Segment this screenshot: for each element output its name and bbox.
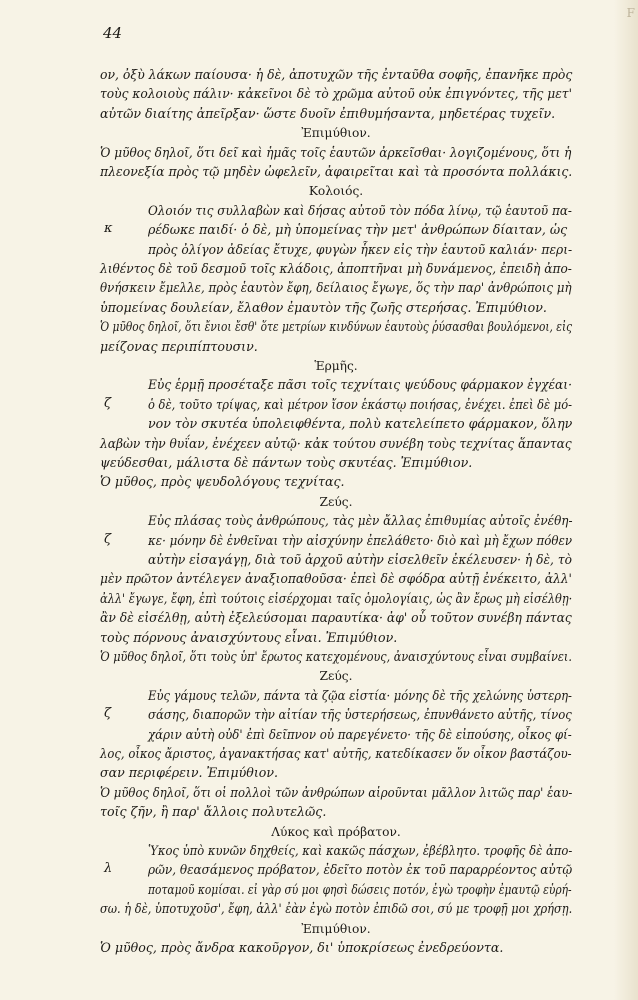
margin-letter: λ — [104, 861, 113, 877]
fable-heading: Ζεύς. — [319, 494, 353, 509]
margin-letter: ζ — [104, 706, 112, 722]
text-line: σω. ἡ δὲ, ὑποτυχοῦσ', ἔφη, ἀλλ' ἐὰν ἐγὼ ποτὸν ἐπιδῶ σοι, σύ με τροφῇ μοι χρήσῃ. — [100, 901, 573, 917]
text-line: ἀλλ' ἔγωγε, ἔφη, ἐπὶ τούτοις εἰσέρχομαι ταῖς ὁμολογίαις, ὡς ἂν ἔρως μὴ εἰσέλθῃ· — [100, 590, 573, 606]
text-line: λος, οἶκος ἄριστος, ἀγανακτήσας κατ' αὐτῆς, κατεδίκασεν ὅν οἶκον βαστάζου- — [100, 746, 572, 761]
margin-letter: ζ — [104, 395, 112, 411]
fable-heading: Ἐπιμύθιον. — [301, 126, 371, 141]
text-line: Εὐς ἑρμῇ προσέταξε πᾶσι τοῖς τεχνίταις ψεύδους φάρμακον ἐγχέαι· — [148, 377, 572, 393]
text-line: λιθέντος δὲ τοῦ δεσμοῦ τοῖς κλάδοις, ἀποπτῆναι μὴ δυνάμενος, ἐπειδὴ ἀπο- — [100, 261, 572, 276]
text-line: Ὁ μῦθος, πρὸς ἄνδρα κακοῦργον, δι' ὑποκρίσεως ἐνεδρεύοντα. — [100, 940, 504, 955]
text-line: λαβὼν τὴν θυΐαν, ἐνέχεεν αὐτῷ· κἀκ τούτου συνέβη τοὺς τεχνίτας ἅπαντας — [100, 435, 572, 451]
text-line: Εὐς πλάσας τοὺς ἀνθρώπους, τὰς μὲν ἄλλας ἐπιθυμίας αὐτοῖς ἐνέθη- — [148, 513, 573, 529]
text-line: αὐτὴν εἰσαγάγῃ, διὰ τοῦ ἀρχοῦ αὐτὴν εἰσελθεῖν ἐκέλευσεν· ἡ δὲ, τὸ — [148, 552, 572, 567]
text-line: ἂν δὲ εἰσέλθῃ, αὐτὴ ἐξελεύσομαι παραυτίκα· ἀφ' οὗ τοῦτον συνέβη πάντας — [100, 610, 572, 626]
text-line: σαν περιφέρειν. Ἐπιμύθιον. — [100, 765, 279, 781]
text-line: ὁ δὲ, τοῦτο τρίψας, καὶ μέτρον ἴσον ἑκάστῳ ποιήσας, ἐνέχει. ἐπεὶ δὲ μό- — [148, 396, 573, 412]
text-line: τοῖς ζῆν, ἢ παρ' ἄλλοις πολυτελῶς. — [100, 804, 327, 820]
text-line: Ὑκος ὑπὸ κυνῶν δηχθείς, καὶ κακῶς πάσχων, ἐβέβλητο. τροφῆς δὲ ἀπο- — [148, 843, 573, 858]
text-line: Εὐς γάμους τελῶν, πάντα τὰ ζῷα εἱστία· μόνης δὲ τῆς χελώνης ὑστερη- — [148, 687, 572, 703]
fable-heading: Ζεύς. — [319, 669, 353, 684]
text-line: Ὁ μῦθος δηλοῖ, ὅτι οἱ πολλοὶ τῶν ἀνθρώπων αἱροῦνται μᾶλλον λιτῶς παρ' ἑαυ- — [100, 784, 573, 800]
text-line: μείζονας περιπίπτουσιν. — [100, 338, 258, 354]
text-line: πλεονεξία πρὸς τῷ μηδὲν ὠφελεῖν, ἀφαιρεῖται καὶ τὰ προσόντα πολλάκις. — [100, 164, 573, 179]
text-line: κε· μόνην δὲ ἐνθεῖναι τὴν αἰσχύνην ἐπελάθετο· διὸ καὶ μὴ ἔχων πόθεν — [148, 532, 573, 548]
text-line: Ὁ μῦθος δηλοῖ, ὅτι δεῖ καὶ ἡμᾶς τοῖς ἑαυτῶν ἀρκεῖσθαι· λογιζομένους, ὅτι ἡ — [100, 144, 572, 160]
page-number: 44 — [103, 24, 123, 42]
text-line: μὲν πρῶτον ἀντέλεγεν ἀναξιοπαθοῦσα· ἐπεὶ δὲ σφόδρα αὐτῇ ἐνέκειτο, ἀλλ' — [100, 571, 572, 587]
text-line: τοὺς κολοιοὺς πάλιν· κἀκεῖνοι δὲ τὸ χρῶμα αὐτοῦ οὐκ ἐπιγνόντες, τῆς μετ' — [100, 86, 572, 102]
margin-letter: κ — [104, 221, 113, 237]
margin-letter: ζ — [104, 531, 112, 547]
text-line: ὑπομείνας δουλείαν, ἔλαθον ἐμαυτὸν τῆς ζωῆς στερήσας. Ἐπιμύθιον. — [100, 299, 547, 315]
text-line: σάσης, διαπορῶν τὴν αἰτίαν τῆς ὑστερήσεως, ἐπυνθάνετο αὐτῆς, τίνος — [148, 707, 572, 723]
text-line: Ὁ μῦθος, πρὸς ψευδολόγους τεχνίτας. — [100, 474, 345, 490]
text-line: ποταμοῦ κομίσαι. εἰ γὰρ σύ μοι φησὶ δώσεις ποτόν, ἐγὼ τροφὴν ἐμαυτῷ εὑρή- — [148, 881, 572, 897]
text-line: νον τὸν σκυτέα ὑπολειφθέντα, πολὺ κατελείπετο φάρμακον, ὅλην — [148, 416, 572, 432]
text-line: Ὁ μῦθος δηλοῖ, ὅτι τοὺς ὑπ' ἔρωτος κατεχομένους, ἀναισχύντους εἶναι συμβαίνει. — [100, 649, 572, 664]
text-line: Ολοιόν τις συλλαβὼν καὶ δήσας αὐτοῦ τὸν πόδα λίνῳ, τῷ ἑαυτοῦ πα- — [148, 202, 572, 218]
text-line: πρὸς ὀλίγον ἀδείας ἔτυχε, φυγὼν ἧκεν εἰς τὴν ἑαυτοῦ καλιάν· περι- — [148, 241, 573, 257]
fable-heading: Κολοιός. — [308, 184, 364, 199]
text-line: χάριν αὐτὴ οὐδ' ἐπὶ δεῖπνον οὐ παρεγένετο· τῆς δὲ εἰπούσης, οἶκος φί- — [148, 726, 572, 742]
text-line: ρῶν, θεασάμενος πρόβατον, ἐδεῖτο ποτὸν ἐκ τοῦ παραρρέοντος αὐτῷ — [148, 862, 573, 878]
text-line: ρέδωκε παιδί· ὁ δὲ, μὴ ὑπομείνας τὴν μετ' ἀνθρώπων δίαιταν, ὡς — [148, 222, 568, 238]
edge-letter: F — [626, 6, 635, 20]
fable-heading: Λύκος καὶ πρόβατον. — [271, 824, 401, 839]
text-line: ψεύδεσθαι, μάλιστα δὲ πάντων τοὺς σκυτέας. Ἐπιμύθιον. — [100, 455, 473, 470]
fable-heading: Ἐπιμύθιον. — [301, 921, 371, 936]
page-edge-shadow — [614, 0, 638, 1000]
text-line: θνήσκειν ἔμελλε, πρὸς ἑαυτὸν ἔφη, δείλαιος ἔγωγε, ὅς τὴν παρ' ἀνθρώποις μὴ — [100, 280, 572, 296]
text-line: ον, ὀξὺ λάκων παίουσα· ἡ δὲ, ἀποτυχῶν τῆς ἐνταῦθα σοφῆς, ἐπανῆκε πρὸς — [100, 67, 573, 82]
text-line: Ὁ μῦθος δηλοῖ, ὅτι ἔνιοι ἔσθ' ὅτε μετρίων κινδύνων ἑαυτοὺς ῥύσασθαι βουλόμενοι, εἰς — [100, 319, 573, 335]
text-line: αὐτῶν διαίτης ἀπεῖρξαν· ὥστε δυοῖν ἐπιθυμήσαντα, μηδετέρας τυχεῖν. — [100, 105, 556, 121]
fable-heading: Ἑρμῆς. — [314, 359, 358, 373]
text-line: τοὺς πόρνους ἀναισχύντους εἶναι. Ἐπιμύθιον. — [100, 629, 398, 645]
